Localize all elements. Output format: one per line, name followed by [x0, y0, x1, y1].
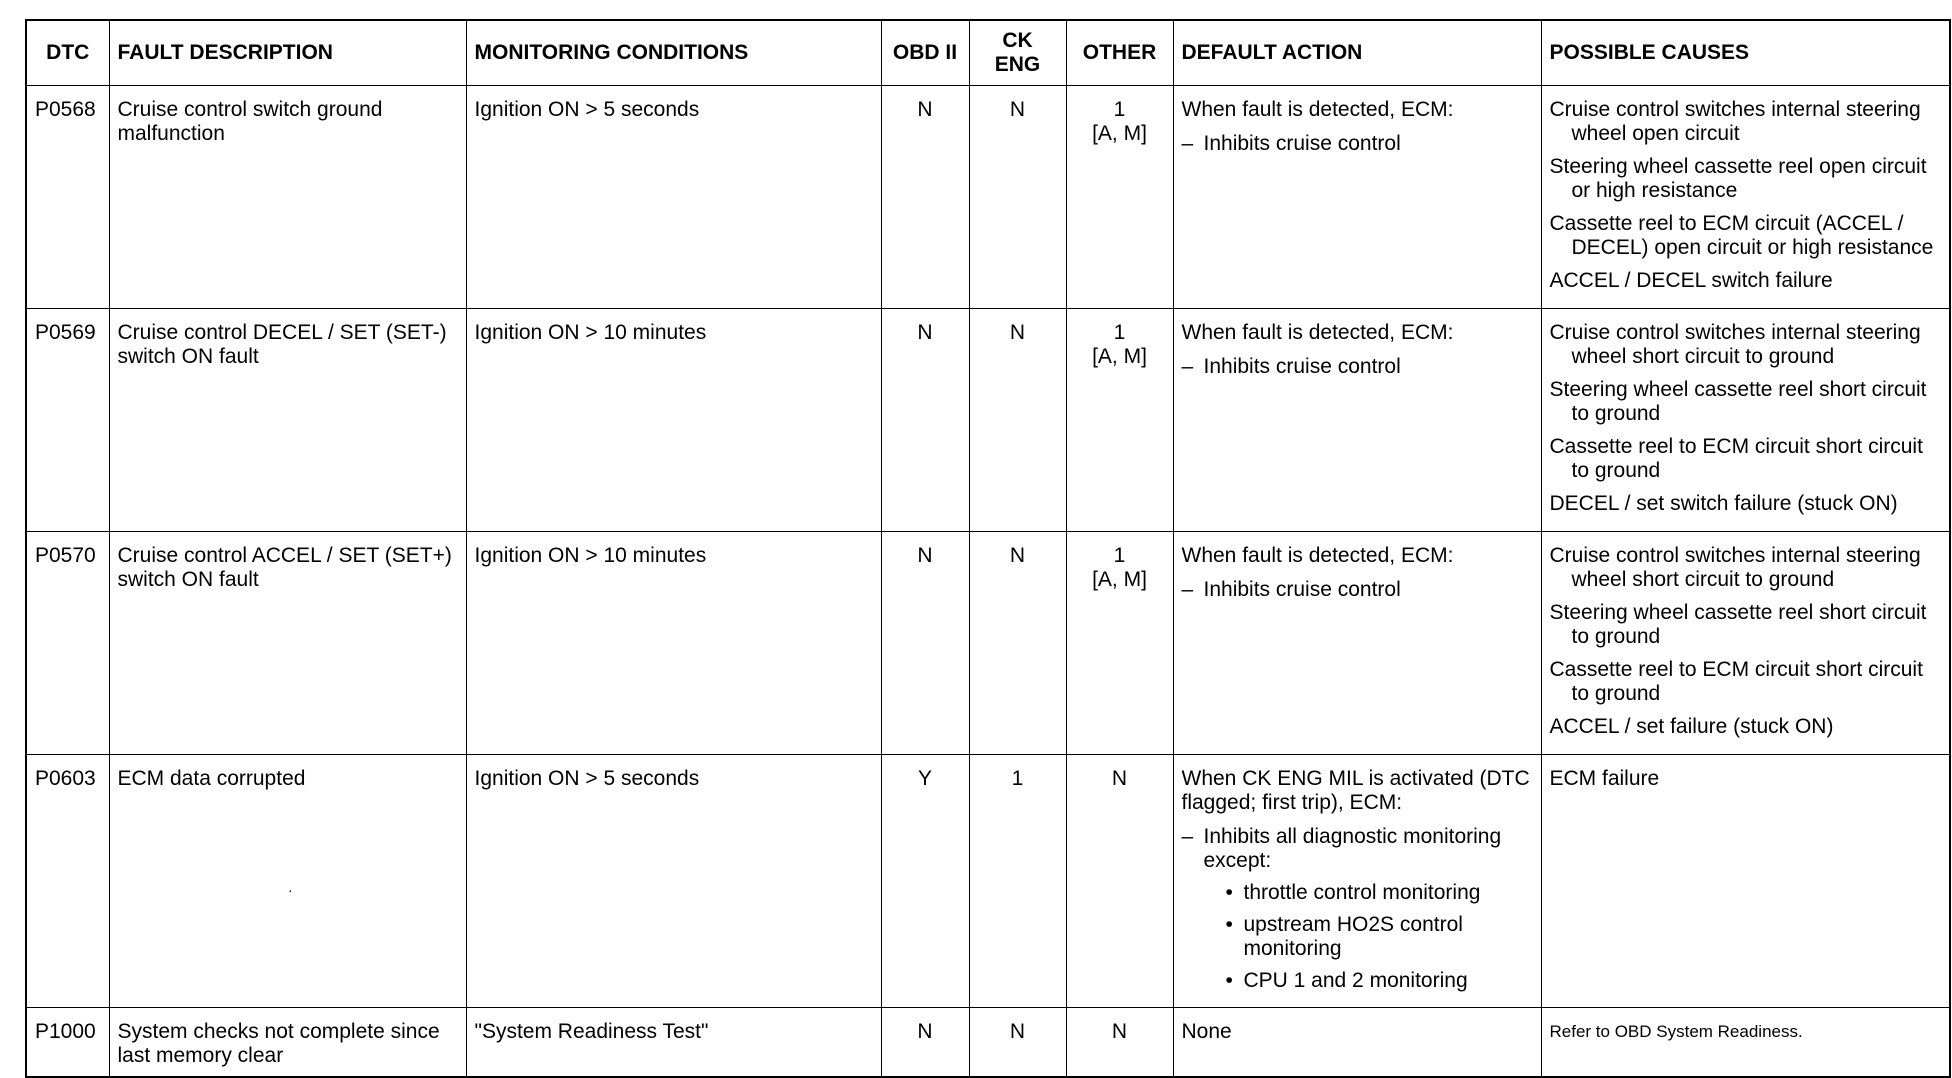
ck-eng-value: N — [969, 532, 1066, 755]
default-action — [1173, 309, 1541, 532]
default-action-item: – Inhibits cruise control — [1182, 578, 1533, 602]
causes-list — [1550, 98, 1942, 293]
fault-description: Cruise control switch ground malfunction — [109, 86, 466, 309]
possible-causes — [1541, 755, 1950, 1008]
table-row — [26, 1008, 1950, 1078]
monitoring-conditions: "System Readiness Test" — [466, 1008, 881, 1078]
header-fault-description: FAULT DESCRIPTION — [109, 20, 466, 86]
dtc-code: P0570 — [26, 532, 109, 755]
header-ck-eng: CK ENG — [969, 20, 1066, 86]
default-action-list — [1182, 132, 1533, 156]
default-action-list — [1182, 825, 1533, 993]
other-value — [1066, 532, 1173, 755]
cause-item: ECM failure — [1549, 767, 1660, 790]
possible-causes — [1541, 309, 1950, 532]
stray-mark: · — [288, 882, 293, 898]
obd2-value: N — [881, 86, 969, 309]
fault-description: Cruise control DECEL / SET (SET-) switch ON fault — [109, 309, 466, 532]
default-action-intro: When fault is detected, ECM: — [1181, 544, 1454, 567]
dtc-code: P1000 — [26, 1008, 109, 1078]
header-possible-causes: POSSIBLE CAUSES — [1541, 20, 1950, 86]
causes-list — [1550, 1020, 1942, 1044]
default-action-intro: When fault is detected, ECM: — [1181, 98, 1454, 121]
header-default-action: DEFAULT ACTION — [1173, 20, 1541, 86]
monitoring-conditions: Ignition ON > 10 minutes — [466, 532, 881, 755]
table-row — [26, 86, 1950, 309]
other-line-1: N — [1111, 767, 1128, 790]
default-action-item — [1182, 825, 1533, 993]
default-action-intro: When CK ENG MIL is activated (DTC flagged; first trip), ECM: — [1181, 767, 1530, 814]
default-action-item: – Inhibits cruise control — [1182, 355, 1533, 379]
dtc-code: P0603 — [26, 755, 109, 1008]
cause-item: Steering wheel cassette reel open circuit or high resistance — [1549, 155, 1927, 202]
other-line-1: 1 — [1113, 321, 1126, 344]
default-action-main: Inhibits all diagnostic monitoring except: — [1203, 825, 1502, 872]
default-action-intro: None — [1181, 1020, 1232, 1043]
cause-item: ACCEL / set failure (stuck ON) — [1549, 715, 1834, 738]
cause-item: Steering wheel cassette reel short circuit to ground — [1549, 601, 1927, 648]
dtc-code: P0569 — [26, 309, 109, 532]
table-row — [26, 309, 1950, 532]
ck-eng-value: N — [969, 309, 1066, 532]
cause-item: Cruise control switches internal steering wheel open circuit — [1549, 98, 1921, 145]
monitoring-conditions: Ignition ON > 10 minutes — [466, 309, 881, 532]
other-value — [1066, 1008, 1173, 1078]
other-value — [1066, 309, 1173, 532]
cause-item: Cassette reel to ECM circuit short circuit to ground — [1549, 658, 1923, 705]
obd2-value: N — [881, 1008, 969, 1078]
monitoring-conditions: Ignition ON > 5 seconds — [466, 86, 881, 309]
default-action-subitem: • throttle control monitoring — [1204, 881, 1533, 905]
default-action — [1173, 532, 1541, 755]
fault-description: System checks not complete since last memory clear — [109, 1008, 466, 1078]
fault-description: Cruise control ACCEL / SET (SET+) switch ON fault — [109, 532, 466, 755]
obd2-value: N — [881, 309, 969, 532]
cause-item: DECEL / set switch failure (stuck ON) — [1549, 492, 1898, 515]
other-line-1: 1 — [1113, 98, 1126, 121]
default-action-intro: When fault is detected, ECM: — [1181, 321, 1454, 344]
cause-item: Steering wheel cassette reel short circuit to ground — [1549, 378, 1927, 425]
ck-eng-value: N — [969, 86, 1066, 309]
other-line-1: 1 — [1113, 544, 1126, 567]
other-value — [1066, 86, 1173, 309]
causes-list — [1550, 767, 1942, 791]
cause-item: Cassette reel to ECM circuit short circuit to ground — [1549, 435, 1923, 482]
header-row — [26, 20, 1950, 86]
default-action-item: – Inhibits cruise control — [1182, 132, 1533, 156]
dtc-code: P0568 — [26, 86, 109, 309]
default-action — [1173, 755, 1541, 1008]
other-line-1: N — [1111, 1020, 1128, 1043]
default-action — [1173, 1008, 1541, 1078]
header-obd2: OBD II — [881, 20, 969, 86]
causes-list — [1550, 544, 1942, 739]
header-dtc: DTC — [26, 20, 109, 86]
ck-eng-value: N — [969, 1008, 1066, 1078]
possible-causes — [1541, 86, 1950, 309]
ck-eng-value: 1 — [969, 755, 1066, 1008]
table-row — [26, 532, 1950, 755]
other-line-2: [A, M] — [1092, 568, 1147, 591]
monitoring-conditions: Ignition ON > 5 seconds — [466, 755, 881, 1008]
header-monitoring-conditions: MONITORING CONDITIONS — [466, 20, 881, 86]
other-line-2: [A, M] — [1092, 122, 1147, 145]
default-action-subitem: • CPU 1 and 2 monitoring — [1204, 969, 1533, 993]
dtc-table-sheet — [25, 19, 1949, 1078]
header-other: OTHER — [1066, 20, 1173, 86]
other-line-2: [A, M] — [1092, 345, 1147, 368]
obd2-value: N — [881, 532, 969, 755]
default-action — [1173, 86, 1541, 309]
default-action-list — [1182, 355, 1533, 379]
obd2-value: Y — [881, 755, 969, 1008]
cause-item: Refer to OBD System Readiness. — [1549, 1022, 1803, 1041]
dtc-table — [25, 19, 1951, 1078]
cause-item: ACCEL / DECEL switch failure — [1549, 269, 1833, 292]
other-value — [1066, 755, 1173, 1008]
possible-causes — [1541, 1008, 1950, 1078]
cause-item: Cassette reel to ECM circuit (ACCEL / DECEL) open circuit or high resistance — [1549, 212, 1934, 259]
possible-causes — [1541, 532, 1950, 755]
default-action-sublist — [1204, 881, 1533, 993]
causes-list — [1550, 321, 1942, 516]
table-row — [26, 755, 1950, 1008]
cause-item: Cruise control switches internal steering wheel short circuit to ground — [1549, 321, 1921, 368]
fault-description: ECM data corrupted — [109, 755, 466, 1008]
cause-item: Cruise control switches internal steering wheel short circuit to ground — [1549, 544, 1921, 591]
default-action-subitem: • upstream HO2S control monitoring — [1204, 913, 1533, 961]
default-action-list — [1182, 578, 1533, 602]
